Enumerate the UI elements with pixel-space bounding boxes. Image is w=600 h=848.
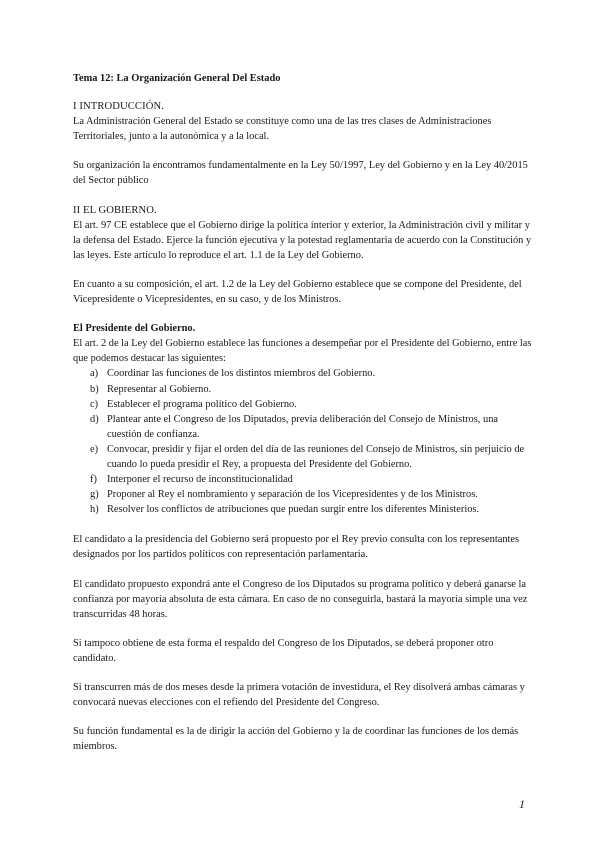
document-page	[73, 71, 533, 768]
presidente-functions-list	[73, 366, 533, 517]
intro-paragraph-1: La Administración General del Estado se constituye como una de las tres clases de Administraciones Territoriales, junto a la autonómica y a la local.	[73, 116, 492, 143]
list-marker: h)	[90, 504, 99, 516]
list-item	[73, 412, 533, 442]
section-heading-introduccion: I INTRODUCCIÓN.	[73, 101, 164, 113]
list-item	[73, 472, 533, 487]
intro-paragraph-2: Su organización la encontramos fundamentalmente en la Ley 50/1997, Ley del Gobierno y en la Ley 40/2015 del Sector público	[73, 160, 528, 187]
list-item	[73, 487, 533, 502]
list-item-text: Establecer el programa político del Gobierno.	[107, 398, 297, 410]
list-marker: c)	[90, 398, 99, 410]
gobierno-paragraph-2: En cuanto a su composición, el art. 1.2 de la Ley del Gobierno establece que se compone del Presidente, del Vicepresidente o Vicepresidentes, en su caso, y de los Ministros.	[73, 278, 522, 306]
list-item	[73, 442, 533, 472]
page-number: 1	[519, 797, 525, 811]
list-item-text: Coordinar las funciones de los distintos miembros del Gobierno.	[107, 368, 376, 380]
list-item-text: Convocar, presidir y fijar el orden del día de las reuniones del Consejo de Ministros, sin perjuicio de cuando lo pueda presidir el Rey, a propuesta del Presidente del Gobierno.	[107, 443, 525, 470]
presidente-paragraph-4: Si transcurren más de dos meses desde la primera votación de investidura, el Rey disolverá ambas cámaras y convocará nuevas elecciones con el refiendo del Presidente del Congreso.	[73, 682, 525, 709]
gobierno-paragraph-1: El art. 97 CE establece que el Gobierno dirige la política interior y exterior, la Administración civil y militar y la defensa del Estado. Ejerce la función ejecutiva y la potestad reglamentaria de acuerdo con la Constitución y las leyes. Este artículo lo reproduce el art. 1.1 de la Ley del Gobierno.	[73, 219, 532, 261]
list-item-text: Plantear ante el Congreso de los Diputados, previa deliberación del Consejo de Ministros, una cuestión de confianza.	[107, 413, 498, 440]
subsection-heading-presidente: El Presidente del Gobierno.	[73, 323, 196, 335]
presidente-paragraph-5: Su función fundamental es la de dirigir la acción del Gobierno y la de coordinar las funciones de los demás miembros.	[73, 726, 519, 753]
list-marker: a)	[90, 368, 99, 380]
list-item-text: Interponer el recurso de inconstitucionalidad	[107, 474, 293, 486]
section-heading-gobierno: II EL GOBIERNO.	[73, 204, 157, 216]
list-marker: e)	[90, 443, 99, 455]
presidente-intro-paragraph: El art. 2 de la Ley del Gobierno establece las funciones a desempeñar por el Presidente del Gobierno, entre las que podemos destacar las siguientes:	[73, 338, 532, 365]
list-marker: f)	[90, 474, 97, 486]
list-item	[73, 502, 533, 517]
list-marker: b)	[90, 383, 99, 395]
list-item	[73, 382, 533, 397]
list-item-text: Representar al Gobierno.	[107, 383, 212, 395]
presidente-paragraph-1: El candidato a la presidencia del Gobierno será propuesto por el Rey previo consulta con los representantes designados por los partidos políticos con representación parlamentaria.	[73, 534, 520, 561]
list-item	[73, 397, 533, 412]
presidente-paragraph-3: Si tampoco obtiene de esta forma el respaldo del Congreso de los Diputados, se deberá proponer otro candidato.	[73, 637, 494, 664]
list-marker: g)	[90, 489, 99, 501]
list-item-text: Resolver los conflictos de atribuciones que puedan surgir entre los diferentes Ministerios.	[107, 504, 480, 516]
list-marker: d)	[90, 413, 99, 425]
list-item	[73, 366, 533, 381]
list-item-text: Proponer al Rey el nombramiento y separación de los Vicepresidentes y de los Ministros.	[107, 489, 478, 501]
presidente-paragraph-2: El candidato propuesto expondrá ante el Congreso de los Diputados su programa político y deberá ganarse la confianza por mayoría absoluta de esta cámara. En caso de no conseguirla, bastará la mayoría simple una vez transcurridas 48 horas.	[73, 578, 528, 620]
document-title: Tema 12: La Organización General Del Estado	[73, 73, 281, 84]
